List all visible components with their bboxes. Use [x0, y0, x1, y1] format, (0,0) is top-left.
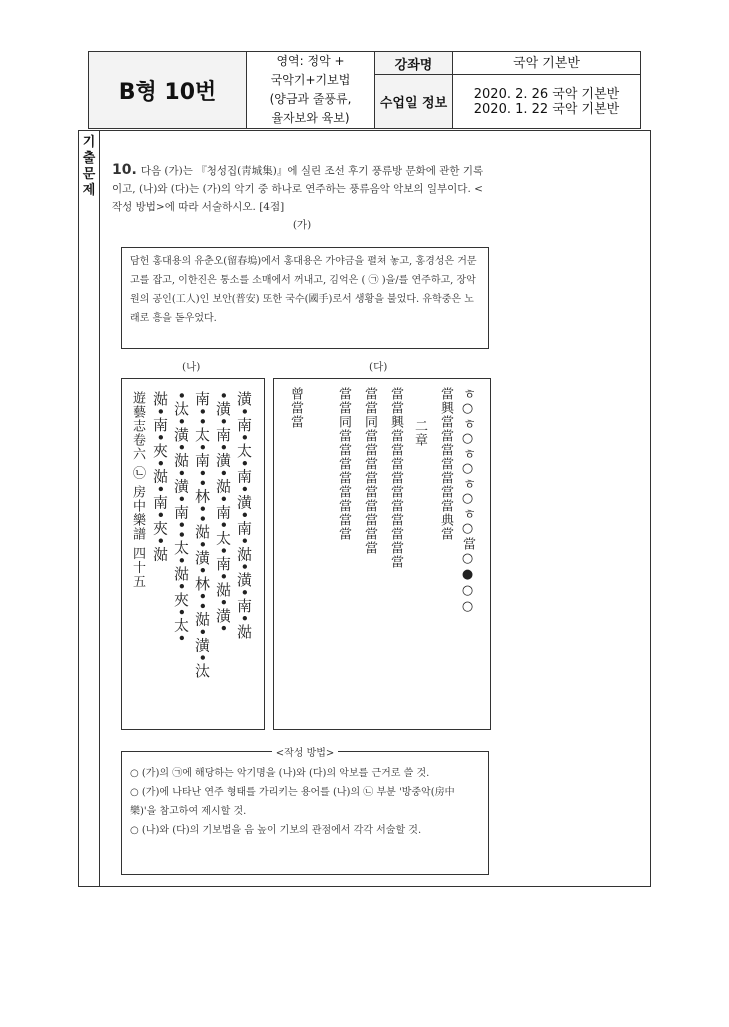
score-column: •潢•南•潢•㴌•南•太•南•㴌•潢• — [214, 391, 232, 634]
side-label-char: 문 — [82, 167, 96, 182]
date-value — [453, 75, 641, 129]
area-line: 국악기+기보법 — [270, 73, 351, 87]
score-da-box — [273, 378, 491, 730]
method-item: ○ (나)와 (다)의 기보법을 음 높이 기보의 관점에서 각각 서술할 것. — [130, 825, 422, 836]
method-box — [121, 748, 489, 875]
score-column: 當當興當當當當當當當當當當 — [388, 387, 403, 569]
area-line: 영역: 정악 + — [276, 54, 345, 68]
score-column: •汰•潢•㴌•潢•南••太•㴌•夾•太• — [172, 391, 190, 644]
date-label: 수업일 정보 — [375, 75, 453, 129]
side-label-char: 제 — [82, 183, 96, 198]
score-column: 當當同當當當當當當當當 — [336, 387, 351, 541]
side-label-char: 출 — [82, 151, 96, 166]
score-column: 潢•南•太•南•潢•南•㴌•潢•南•㴌 — [235, 391, 253, 640]
exam-frame — [78, 130, 651, 887]
date-line: 2020. 1. 22 국악 기본반 — [473, 101, 620, 117]
question-stem — [112, 161, 492, 234]
score-column: 當當同當當當當當當當當當 — [362, 387, 377, 555]
date-line: 2020. 2. 26 국악 기본반 — [473, 86, 620, 102]
side-label-char: 기 — [82, 135, 96, 150]
question-number: 10. — [112, 162, 137, 178]
label-ga: (가) — [292, 219, 312, 231]
score-column: 二章 — [412, 419, 427, 447]
method-item: ○ (가)에 나타난 연주 형태를 가리키는 용어를 (나)의 ㉡ 부분 '방중악(房中樂)'을 참고하여 제시할 것. — [130, 787, 455, 817]
method-item: ○ (가)의 ㉠에 해당하는 악기명을 (나)와 (다)의 악보를 근거로 쓸 것. — [130, 768, 430, 779]
score-column: ㅎ○ㅎ○ㅎ○ㅎ○ㅎ○當○●○○ — [460, 387, 475, 615]
course-label: 강좌명 — [375, 52, 453, 75]
area-line: (양금과 줄풍류, — [269, 92, 352, 106]
score-column: 曾當當 — [288, 387, 303, 429]
side-label — [79, 131, 100, 886]
passage-box: 담헌 홍대용의 유춘오(留春塢)에서 홍대용은 가야금을 펼쳐 놓고, 홍경성은 거문고를 잡고, 이한진은 통소를 소매에서 꺼내고, 김억은 ( ㉠ )을/를 연주하고, 장악원의 공인(工人)인 보안(普安) 또한 국수(國手)로서 생황을 불었다. 유학중은 노래로 흥을 돋우었다. — [121, 247, 489, 349]
score-source-column: 遊藝志卷六 ㉡ 房中樂譜 四十五 — [130, 391, 145, 589]
label-da: (다) — [369, 361, 388, 373]
question-text: 다음 (가)는 『청성집(靑城集)』에 실린 조선 후기 풍류방 문화에 관한 기록이고, (나)와 (다)는 (가)의 악기 중 하나로 연주하는 풍류음악 악보의 일부이다. <작성 방법>에 따라 서술하시오. [4점] — [112, 165, 484, 213]
score-column: 㴌•南•夾•㴌•南•夾•㴌 — [151, 391, 169, 563]
score-column: 當興當當當當當當當典當 — [438, 387, 453, 541]
method-caption: <작성 방법> — [272, 748, 339, 759]
problem-title: B형 10번 — [89, 52, 247, 129]
score-column: 南••太•南••林••㴌•潢•林••㴌•潢•汰 — [193, 391, 211, 680]
label-na: (나) — [182, 361, 201, 373]
area-cell — [247, 52, 375, 129]
course-value: 국악 기본반 — [453, 52, 641, 75]
header-table — [88, 51, 641, 129]
score-na-box — [121, 378, 265, 730]
area-line: 율자보와 육보) — [271, 111, 350, 125]
